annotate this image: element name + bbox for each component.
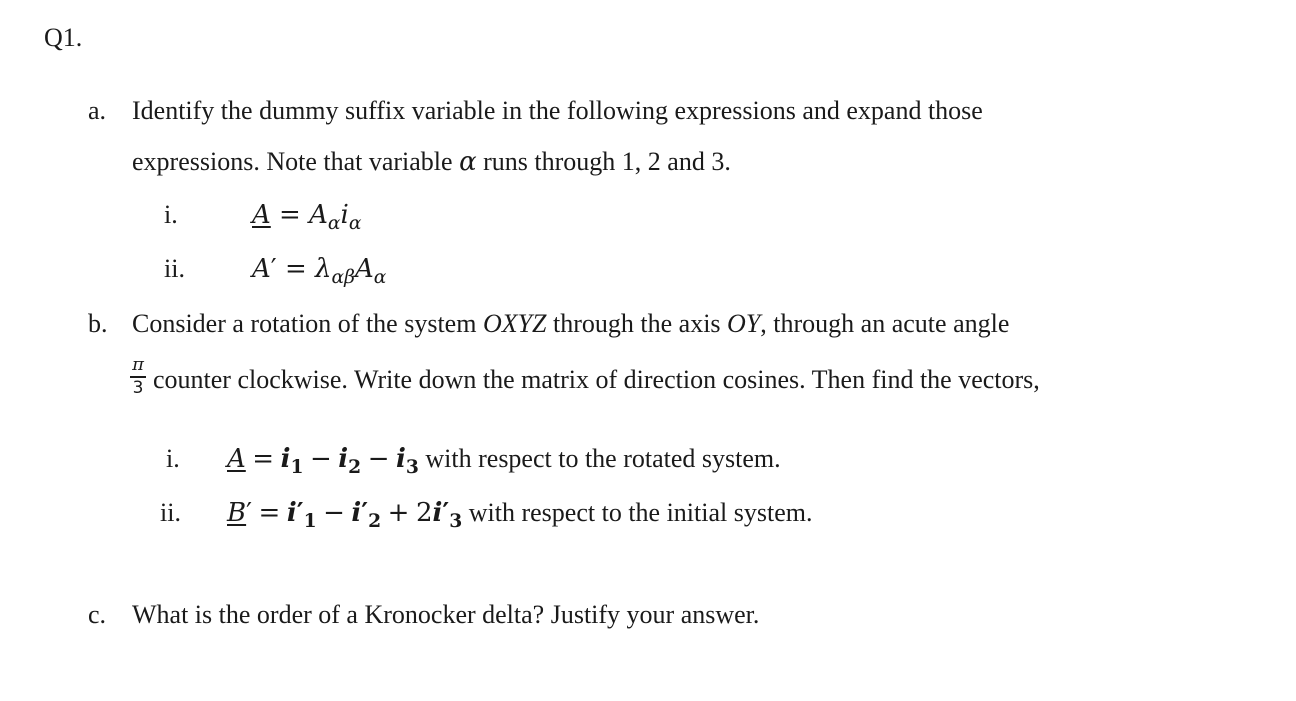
question-number: Q1. (44, 23, 83, 52)
part-a-label: a. (88, 96, 107, 125)
part-b-line1-mid: through the axis (546, 309, 728, 338)
part-b-item-i-label: i. (166, 444, 180, 473)
system-name: OXYZ (482, 309, 547, 338)
part-a-line2-pre: expressions. Note that variable (132, 147, 460, 176)
part-a-item-i-equation: $A = A_\alpha i_\alpha$ (252, 200, 362, 234)
part-a-item-i-label: i. (164, 200, 178, 229)
part-a-item-ii-label: ii. (164, 254, 185, 283)
part-b-item-i-text: with respect to the rotated system. (418, 444, 781, 473)
angle-fraction (128, 356, 148, 397)
part-b-line1 (132, 311, 1009, 337)
part-c-label: c. (88, 600, 107, 629)
part-b-item-ii-equation: $B' = i'_1 - i'_2 + 2i'_3$ with respect to the initial system. (227, 498, 813, 532)
angle-numerator: π (132, 354, 144, 375)
axis-name: OY (727, 309, 761, 338)
part-b-item-i-equation: $A = i_1 - i_2 - i_3$ with respect to the rotated system. (227, 444, 781, 478)
part-b-line1-pre: Consider a rotation of the system (132, 309, 483, 338)
part-b-item-ii-text: with respect to the initial system. (462, 498, 813, 527)
alpha-variable: α (459, 147, 477, 177)
part-b-line2: counter clockwise. Write down the matrix of direction cosines. Then find the vectors, (153, 365, 1040, 394)
part-a-line2 (132, 149, 731, 175)
angle-denominator: 3 (132, 377, 144, 398)
part-a-line2-post: runs through 1, 2 and 3. (476, 147, 731, 176)
part-c-text: What is the order of a Kronocker delta? Justify your answer. (132, 600, 760, 629)
part-a-item-ii-equation: $A' = \lambda_{\alpha\beta}A_\alpha$ (252, 254, 387, 288)
part-b-line1-post: , through an acute angle (760, 309, 1010, 338)
part-a-line1: Identify the dummy suffix variable in the following expressions and expand those (132, 96, 983, 125)
part-b-label: b. (88, 309, 108, 338)
part-b-item-ii-label: ii. (160, 498, 181, 527)
